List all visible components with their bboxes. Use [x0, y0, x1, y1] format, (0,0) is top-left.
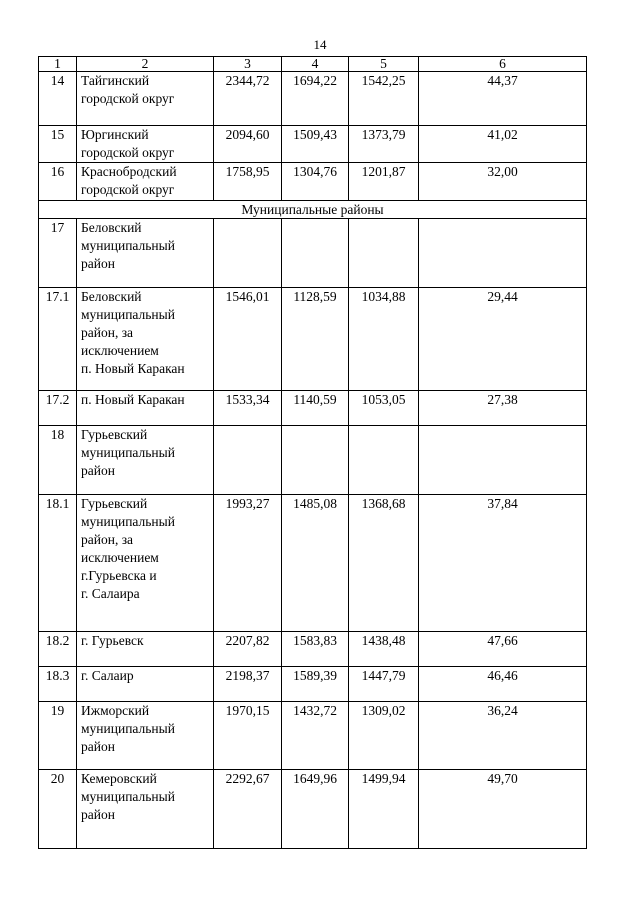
- row-number-cell: 18.3: [39, 667, 77, 702]
- value-cell-5: 1201,87: [349, 163, 419, 201]
- header-cell: 5: [349, 57, 419, 72]
- value-cell-5: 1034,88: [349, 288, 419, 391]
- value-cell-4: 1583,83: [282, 632, 349, 667]
- value-cell-3: 1533,34: [214, 391, 282, 426]
- value-cell-5: 1542,25: [349, 72, 419, 126]
- value-cell-5: 1309,02: [349, 702, 419, 770]
- row-number-cell: 19: [39, 702, 77, 770]
- row-name-cell: Юргинский городской округ: [77, 126, 214, 163]
- value-cell-3: [214, 426, 282, 495]
- value-cell-6: 47,66: [419, 632, 587, 667]
- section-title: Муниципальные районы: [39, 201, 587, 219]
- value-cell-3: 1546,01: [214, 288, 282, 391]
- table-row: [39, 495, 587, 632]
- table-row: [39, 126, 587, 163]
- header-cell: 6: [419, 57, 587, 72]
- value-cell-3: 1970,15: [214, 702, 282, 770]
- value-cell-4: [282, 426, 349, 495]
- table-row: [39, 426, 587, 495]
- row-number-cell: 17.1: [39, 288, 77, 391]
- table-body: [39, 57, 587, 849]
- tariff-table: [38, 56, 587, 849]
- table-row: [39, 288, 587, 391]
- value-cell-6: 27,38: [419, 391, 587, 426]
- value-cell-6: [419, 426, 587, 495]
- value-cell-6: 37,84: [419, 495, 587, 632]
- value-cell-5: [349, 426, 419, 495]
- table-row: [39, 72, 587, 126]
- row-number-cell: 17: [39, 219, 77, 288]
- value-cell-5: 1447,79: [349, 667, 419, 702]
- value-cell-4: 1509,43: [282, 126, 349, 163]
- header-cell: 2: [77, 57, 214, 72]
- row-name-cell: Беловский муниципальный район, за исключением п. Новый Каракан: [77, 288, 214, 391]
- table-row: [39, 163, 587, 201]
- value-cell-5: 1053,05: [349, 391, 419, 426]
- value-cell-5: 1499,94: [349, 770, 419, 849]
- row-number-cell: 16: [39, 163, 77, 201]
- value-cell-6: 36,24: [419, 702, 587, 770]
- row-name-cell: Ижморский муниципальный район: [77, 702, 214, 770]
- row-name-cell: Беловский муниципальный район: [77, 219, 214, 288]
- value-cell-4: 1485,08: [282, 495, 349, 632]
- section-row: [39, 201, 587, 219]
- value-cell-6: [419, 219, 587, 288]
- value-cell-6: 44,37: [419, 72, 587, 126]
- value-cell-6: 49,70: [419, 770, 587, 849]
- header-row: [39, 57, 587, 72]
- table-row: [39, 391, 587, 426]
- row-name-cell: г. Салаир: [77, 667, 214, 702]
- value-cell-3: 2344,72: [214, 72, 282, 126]
- value-cell-3: 2094,60: [214, 126, 282, 163]
- value-cell-6: 29,44: [419, 288, 587, 391]
- value-cell-4: 1649,96: [282, 770, 349, 849]
- header-cell: 4: [282, 57, 349, 72]
- row-number-cell: 15: [39, 126, 77, 163]
- row-number-cell: 18.2: [39, 632, 77, 667]
- row-number-cell: 18.1: [39, 495, 77, 632]
- row-number-cell: 18: [39, 426, 77, 495]
- table-row: [39, 702, 587, 770]
- row-name-cell: г. Гурьевск: [77, 632, 214, 667]
- row-name-cell: Кемеровский муниципальный район: [77, 770, 214, 849]
- row-name-cell: Краснобродский городской округ: [77, 163, 214, 201]
- value-cell-4: 1304,76: [282, 163, 349, 201]
- header-cell: 3: [214, 57, 282, 72]
- row-name-cell: п. Новый Каракан: [77, 391, 214, 426]
- table-row: [39, 219, 587, 288]
- table-row: [39, 667, 587, 702]
- value-cell-4: 1432,72: [282, 702, 349, 770]
- value-cell-6: 41,02: [419, 126, 587, 163]
- value-cell-3: 1758,95: [214, 163, 282, 201]
- row-number-cell: 14: [39, 72, 77, 126]
- value-cell-4: 1128,59: [282, 288, 349, 391]
- value-cell-4: [282, 219, 349, 288]
- page-number: 14: [313, 37, 327, 52]
- value-cell-5: 1368,68: [349, 495, 419, 632]
- row-name-cell: Гурьевский муниципальный район, за исключением г.Гурьевска и г. Салаира: [77, 495, 214, 632]
- value-cell-3: 2207,82: [214, 632, 282, 667]
- value-cell-4: 1694,22: [282, 72, 349, 126]
- value-cell-3: 2292,67: [214, 770, 282, 849]
- table-row: [39, 632, 587, 667]
- value-cell-5: 1438,48: [349, 632, 419, 667]
- header-cell: 1: [39, 57, 77, 72]
- value-cell-6: 32,00: [419, 163, 587, 201]
- value-cell-5: 1373,79: [349, 126, 419, 163]
- table-row: [39, 770, 587, 849]
- value-cell-4: 1140,59: [282, 391, 349, 426]
- row-name-cell: Гурьевский муниципальный район: [77, 426, 214, 495]
- row-name-cell: Тайгинский городской округ: [77, 72, 214, 126]
- row-number-cell: 17.2: [39, 391, 77, 426]
- row-number-cell: 20: [39, 770, 77, 849]
- value-cell-3: 2198,37: [214, 667, 282, 702]
- value-cell-5: [349, 219, 419, 288]
- value-cell-6: 46,46: [419, 667, 587, 702]
- value-cell-3: 1993,27: [214, 495, 282, 632]
- value-cell-3: [214, 219, 282, 288]
- value-cell-4: 1589,39: [282, 667, 349, 702]
